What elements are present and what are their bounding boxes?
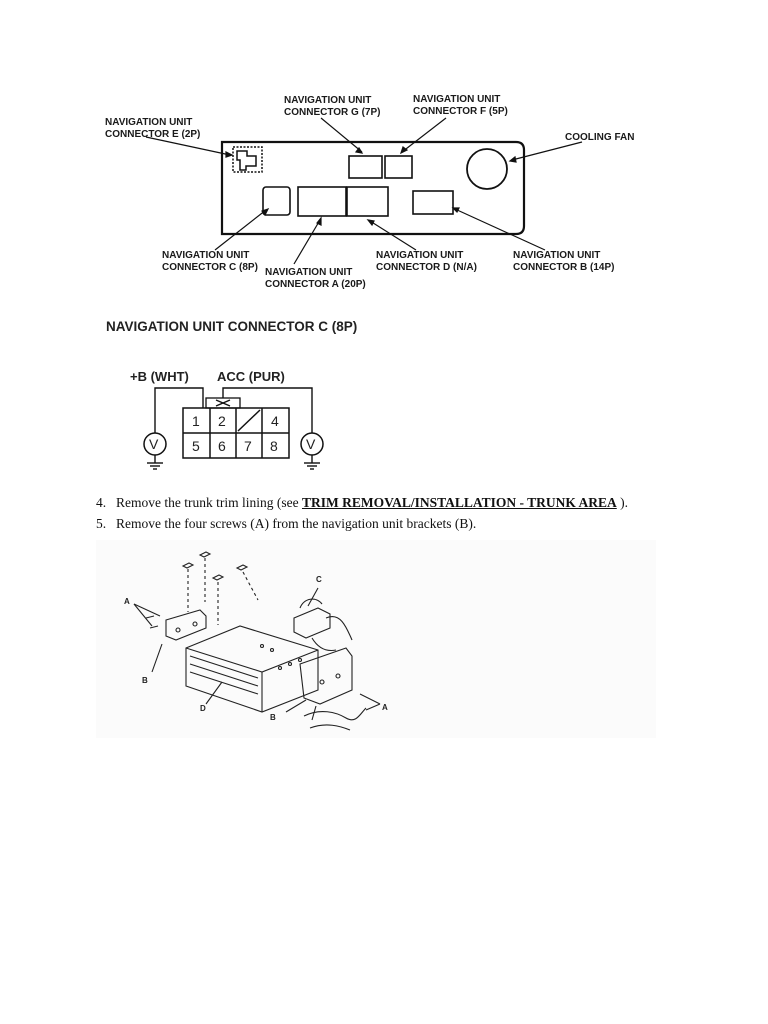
label-connector-f: NAVIGATION UNIT CONNECTOR F (5P) <box>413 94 508 117</box>
label-connector-c: NAVIGATION UNIT CONNECTOR C (8P) <box>162 250 258 273</box>
label-connector-d: NAVIGATION UNIT CONNECTOR D (N/A) <box>376 250 477 273</box>
wire-acc-label: ACC (PUR) <box>217 369 285 384</box>
label-c: C <box>316 575 322 584</box>
step-text: Remove the trunk trim lining (see <box>116 495 302 510</box>
label-b-left: B <box>142 676 148 685</box>
svg-text:V: V <box>149 436 159 452</box>
step-text-end: ). <box>616 495 629 510</box>
pin-8: 8 <box>270 438 278 454</box>
label-a-left: A <box>124 597 130 606</box>
svg-text:V: V <box>306 436 316 452</box>
trim-removal-link[interactable]: TRIM REMOVAL/INSTALLATION - TRUNK AREA <box>301 495 617 510</box>
pin-1: 1 <box>192 413 200 429</box>
label-d: D <box>200 704 206 713</box>
step-text: Remove the four screws (A) from the navigation unit brackets (B). <box>116 516 477 531</box>
step-number: 4. <box>96 495 107 510</box>
pin-6: 6 <box>218 438 226 454</box>
label-connector-e: NAVIGATION UNIT CONNECTOR E (2P) <box>105 117 201 140</box>
connector-c-title: NAVIGATION UNIT CONNECTOR C (8P) <box>106 319 358 334</box>
step-number: 5. <box>96 516 107 531</box>
label-connector-g: NAVIGATION UNIT CONNECTOR G (7P) <box>284 95 381 118</box>
pin-4: 4 <box>271 413 279 429</box>
pin-2: 2 <box>218 413 226 429</box>
label-connector-b: NAVIGATION UNIT CONNECTOR B (14P) <box>513 250 615 273</box>
pin-5: 5 <box>192 438 200 454</box>
wire-b-label: +B (WHT) <box>130 369 189 384</box>
label-cooling-fan: COOLING FAN <box>565 132 635 143</box>
label-connector-a: NAVIGATION UNIT CONNECTOR A (20P) <box>265 267 366 290</box>
label-a-right: A <box>382 703 388 712</box>
label-b-right: B <box>270 713 276 722</box>
pin-7: 7 <box>244 438 252 454</box>
